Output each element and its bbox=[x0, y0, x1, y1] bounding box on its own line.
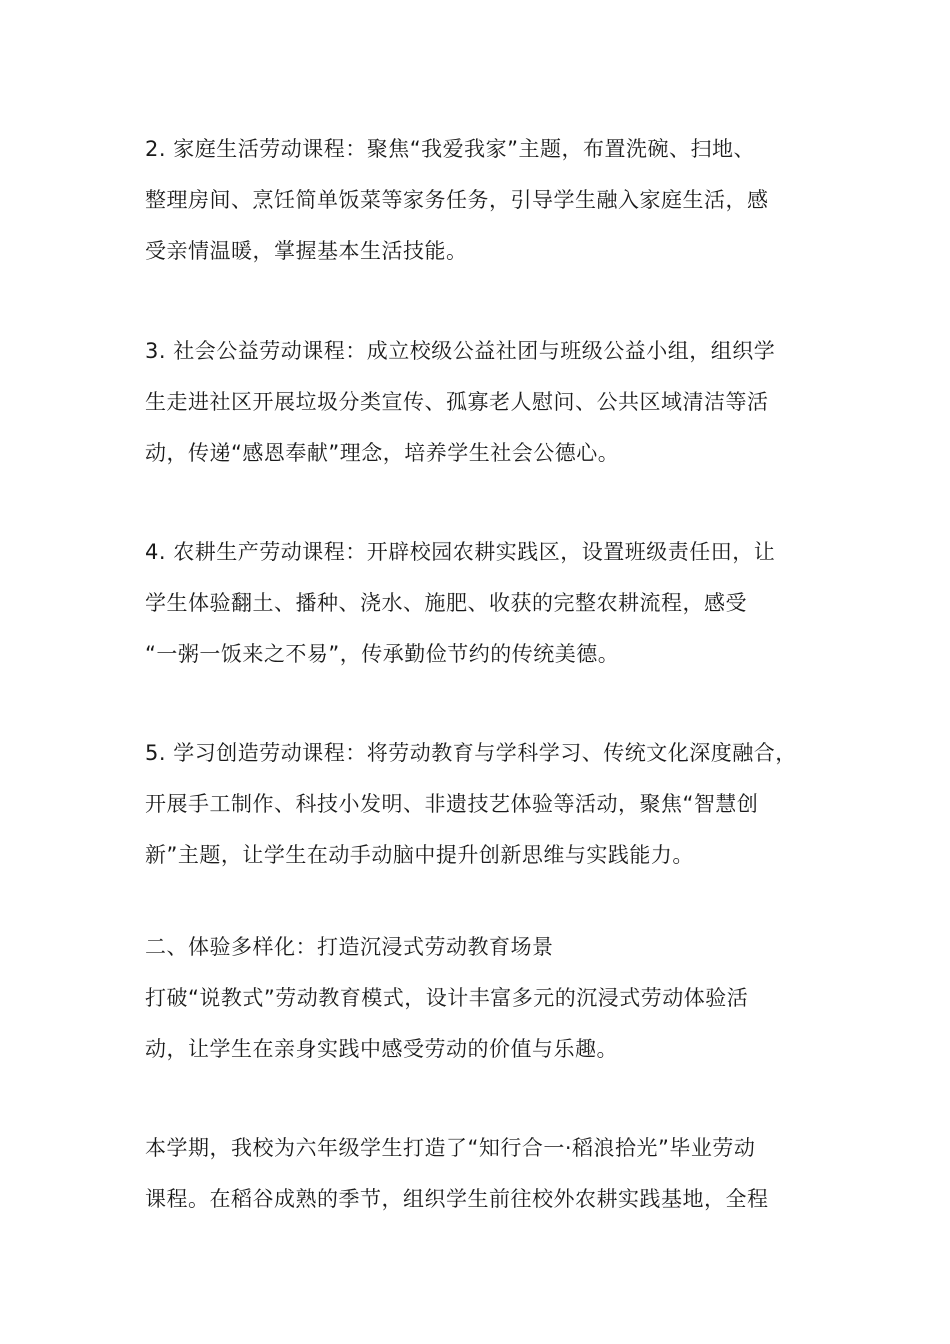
text-line: 开展手工制作、科技小发明、非遗技艺体验等活动，聚焦“智慧创 bbox=[145, 792, 759, 816]
text-line: 生走进社区开展垃圾分类宣传、孤寡老人慰问、公共区域清洁等活 bbox=[145, 390, 769, 414]
paragraph-creative-course bbox=[145, 728, 810, 881]
text-line: 本学期，我校为六年级学生打造了“知行合一·稻浪拾光”毕业劳动 bbox=[145, 1136, 756, 1160]
text-line: “一粥一饭来之不易”，传承勤俭节约的传统美德。 bbox=[145, 642, 620, 666]
text-line: 3. 社会公益劳动课程：成立校级公益社团与班级公益小组，组织学 bbox=[145, 339, 776, 363]
text-line: 课程。在稻谷成熟的季节，组织学生前往校外农耕实践基地，全程 bbox=[145, 1187, 769, 1211]
text-line: 受亲情温暖，掌握基本生活技能。 bbox=[145, 239, 468, 263]
paragraph-home-labor-course bbox=[145, 124, 810, 277]
paragraph-public-welfare-course bbox=[145, 326, 810, 479]
paragraph-graduation-course bbox=[145, 1123, 810, 1225]
paragraph-farming-course bbox=[145, 527, 810, 680]
text-line: 学生体验翻土、播种、浇水、施肥、收获的完整农耕流程，感受 bbox=[145, 591, 747, 615]
text-line: 整理房间、烹饪简单饭菜等家务任务，引导学生融入家庭生活，感 bbox=[145, 188, 769, 212]
section-heading: 二、体验多样化：打造沉浸式劳动教育场景 bbox=[145, 935, 554, 959]
section-heading-immersive-experience bbox=[145, 922, 810, 1075]
text-line: 2. 家庭生活劳动课程：聚焦“我爱我家”主题，布置洗碗、扫地、 bbox=[145, 137, 755, 161]
text-line: 5. 学习创造劳动课程：将劳动教育与学科学习、传统文化深度融合， bbox=[145, 741, 797, 765]
text-line: 4. 农耕生产劳动课程：开辟校园农耕实践区，设置班级责任田，让 bbox=[145, 540, 776, 564]
text-line: 动，传递“感恩奉献”理念，培养学生社会公德心。 bbox=[145, 441, 620, 465]
text-line: 打破“说教式”劳动教育模式，设计丰富多元的沉浸式劳动体验活 bbox=[145, 986, 749, 1010]
text-line: 新”主题，让学生在动手动脑中提升创新思维与实践能力。 bbox=[145, 843, 694, 867]
text-line: 动，让学生在亲身实践中感受劳动的价值与乐趣。 bbox=[145, 1037, 618, 1061]
